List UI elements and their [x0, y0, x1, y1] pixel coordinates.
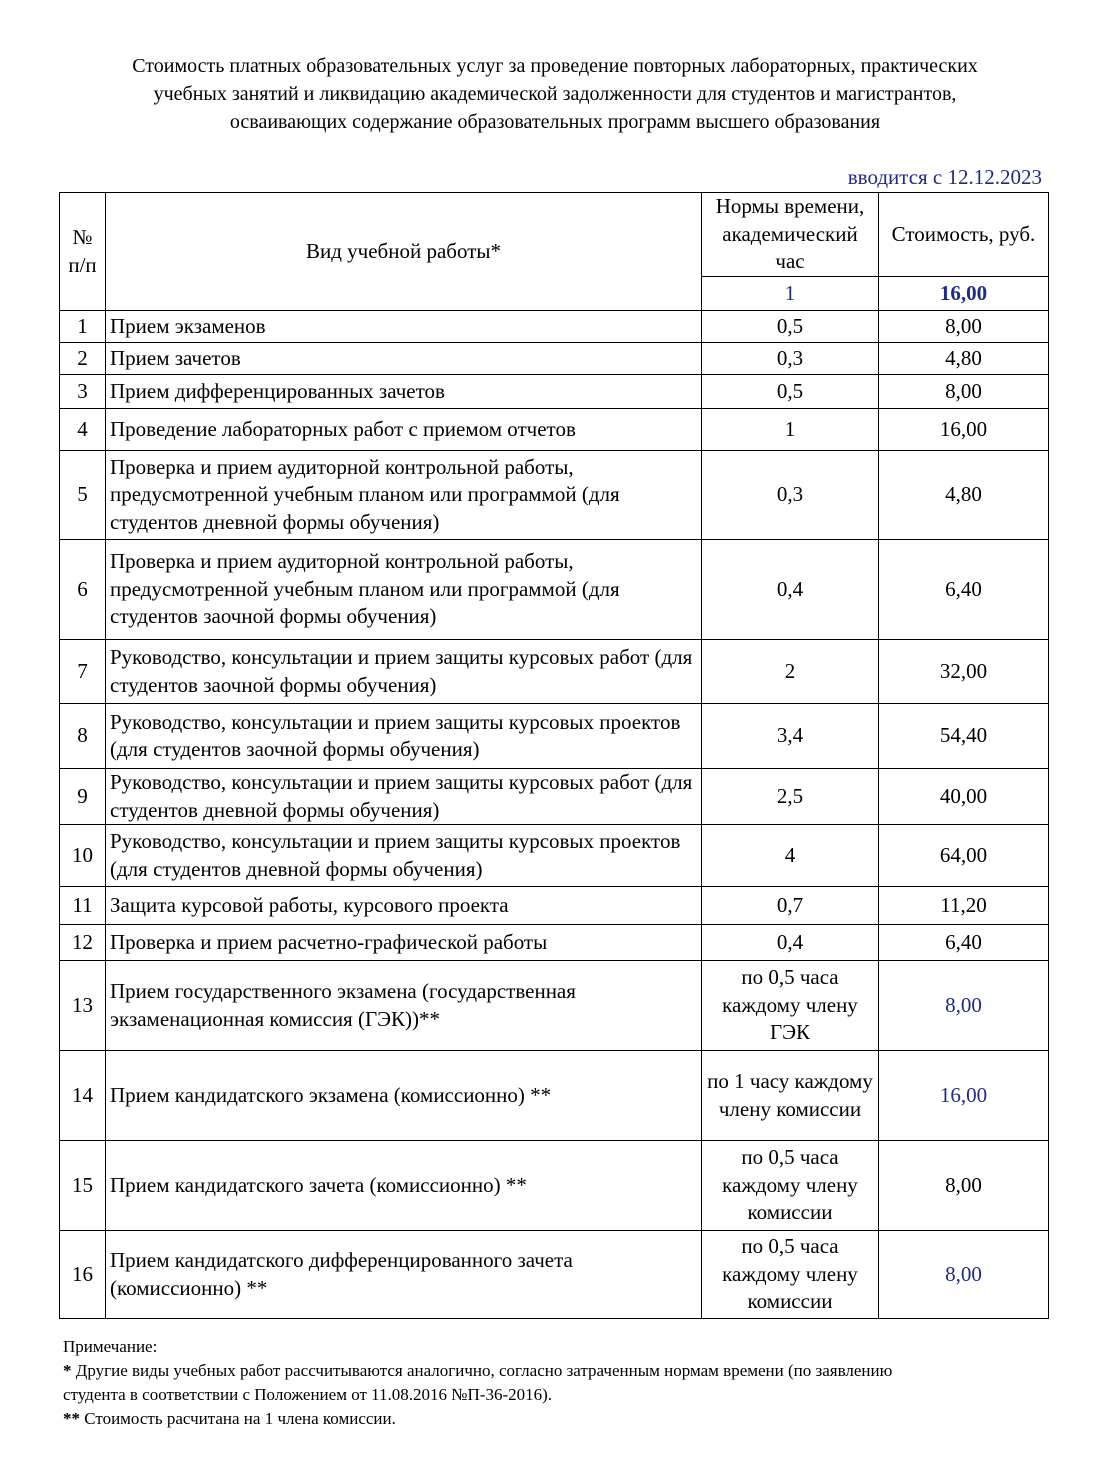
row-cost: 8,00 — [879, 375, 1049, 409]
document-title — [60, 52, 1050, 136]
row-cost: 16,00 — [879, 1051, 1049, 1141]
row-desc: Проверка и прием аудиторной контрольной работы, предусмотренной учебным планом или программой (для студентов заочной формы обучения) — [106, 540, 702, 640]
row-desc: Проведение лабораторных работ с приемом отчетов — [106, 409, 702, 451]
row-norm: по 0,5 часа каждому члену комиссии — [702, 1141, 879, 1231]
title-line-2: учебных занятий и ликвидацию академической задолженности для студентов и магистрантов, — [153, 83, 957, 105]
row-desc: Прием государственного экзамена (государственная экзаменационная комиссия (ГЭК))** — [106, 961, 702, 1051]
table-row — [60, 451, 1049, 540]
table-row — [60, 769, 1049, 825]
row-norm: 0,3 — [702, 451, 879, 540]
row-num: 12 — [60, 925, 106, 961]
row-num: 14 — [60, 1051, 106, 1141]
row-desc: Руководство, консультации и прием защиты курсовых работ (для студентов дневной формы обучения) — [106, 769, 702, 825]
row-cost: 8,00 — [879, 1231, 1049, 1319]
row-cost: 4,80 — [879, 451, 1049, 540]
row-desc: Проверка и прием расчетно-графической работы — [106, 925, 702, 961]
footnote-1-text: Другие виды учебных работ рассчитываются аналогично, согласно затраченным нормам времени (по заявлению — [71, 1361, 893, 1380]
row-num: 6 — [60, 540, 106, 640]
table-row — [60, 311, 1049, 343]
row-cost: 64,00 — [879, 825, 1049, 887]
row-desc: Руководство, консультации и прием защиты курсовых проектов (для студентов дневной формы обучения) — [106, 825, 702, 887]
row-num: 1 — [60, 311, 106, 343]
price-table — [59, 192, 1049, 1319]
row-num: 7 — [60, 640, 106, 704]
footnote-1-mark: * — [63, 1361, 72, 1380]
row-norm: 3,4 — [702, 704, 879, 769]
table-row — [60, 704, 1049, 769]
row-cost: 6,40 — [879, 540, 1049, 640]
row-norm: 0,4 — [702, 540, 879, 640]
row-norm: 0,4 — [702, 925, 879, 961]
effective-date: вводится с 12.12.2023 — [847, 165, 1042, 189]
row-desc: Прием зачетов — [106, 343, 702, 375]
row-num: 10 — [60, 825, 106, 887]
footnote-1 — [63, 1359, 1053, 1383]
table-row — [60, 540, 1049, 640]
footnote-2-mark: ** — [63, 1409, 80, 1428]
header-num: № п/п — [60, 193, 106, 311]
row-num: 11 — [60, 887, 106, 925]
row-norm: 0,7 — [702, 887, 879, 925]
row-desc: Прием экзаменов — [106, 311, 702, 343]
row-num: 4 — [60, 409, 106, 451]
table-header-row — [60, 193, 1049, 277]
row-num: 15 — [60, 1141, 106, 1231]
row-norm: по 0,5 часа каждому члену комиссии — [702, 1231, 879, 1319]
base-cost: 16,00 — [879, 277, 1049, 311]
table-row — [60, 375, 1049, 409]
table-row — [60, 887, 1049, 925]
row-num: 2 — [60, 343, 106, 375]
row-desc: Прием кандидатского зачета (комиссионно) ** — [106, 1141, 702, 1231]
row-cost: 8,00 — [879, 961, 1049, 1051]
row-norm: 2 — [702, 640, 879, 704]
row-desc: Прием кандидатского экзамена (комиссионно) ** — [106, 1051, 702, 1141]
row-num: 13 — [60, 961, 106, 1051]
row-cost: 54,40 — [879, 704, 1049, 769]
row-cost: 8,00 — [879, 1141, 1049, 1231]
base-norm: 1 — [702, 277, 879, 311]
row-num: 5 — [60, 451, 106, 540]
row-norm: по 1 часу каждому члену комиссии — [702, 1051, 879, 1141]
notes-heading: Примечание: — [63, 1337, 158, 1356]
row-norm: 0,5 — [702, 311, 879, 343]
table-row — [60, 961, 1049, 1051]
row-norm: 1 — [702, 409, 879, 451]
row-num: 16 — [60, 1231, 106, 1319]
header-desc: Вид учебной работы* — [106, 193, 702, 311]
row-cost: 4,80 — [879, 343, 1049, 375]
row-norm: 4 — [702, 825, 879, 887]
table-row — [60, 1051, 1049, 1141]
row-norm: 2,5 — [702, 769, 879, 825]
row-desc: Проверка и прием аудиторной контрольной работы, предусмотренной учебным планом или программой (для студентов дневной формы обучения) — [106, 451, 702, 540]
row-cost: 11,20 — [879, 887, 1049, 925]
row-desc: Прием кандидатского дифференцированного зачета (комиссионно) ** — [106, 1231, 702, 1319]
row-cost: 8,00 — [879, 311, 1049, 343]
table-row — [60, 343, 1049, 375]
table-row — [60, 409, 1049, 451]
footnote-2-text: Стоимость расчитана на 1 члена комиссии. — [80, 1409, 396, 1428]
row-cost: 40,00 — [879, 769, 1049, 825]
row-desc: Руководство, консультации и прием защиты курсовых проектов (для студентов заочной формы обучения) — [106, 704, 702, 769]
footnote-2 — [63, 1407, 1053, 1431]
footnote-1-continued: студента в соответствии с Положением от 11.08.2016 №П-36-2016). — [63, 1385, 553, 1404]
row-desc: Защита курсовой работы, курсового проекта — [106, 887, 702, 925]
row-cost: 32,00 — [879, 640, 1049, 704]
row-desc: Прием дифференцированных зачетов — [106, 375, 702, 409]
table-row — [60, 1231, 1049, 1319]
row-num: 9 — [60, 769, 106, 825]
row-norm: 0,5 — [702, 375, 879, 409]
table-row — [60, 640, 1049, 704]
row-num: 8 — [60, 704, 106, 769]
table-row — [60, 1141, 1049, 1231]
table-row — [60, 925, 1049, 961]
row-norm: 0,3 — [702, 343, 879, 375]
row-cost: 16,00 — [879, 409, 1049, 451]
footnotes — [63, 1335, 1053, 1431]
title-line-3: осваивающих содержание образовательных программ высшего образования — [229, 111, 881, 133]
row-num: 3 — [60, 375, 106, 409]
title-line-1: Стоимость платных образовательных услуг за проведение повторных лабораторных, практических — [132, 55, 978, 77]
row-norm: по 0,5 часа каждому члену ГЭК — [702, 961, 879, 1051]
header-norm: Нормы времени, академический час — [702, 193, 879, 277]
row-cost: 6,40 — [879, 925, 1049, 961]
table-row — [60, 825, 1049, 887]
header-cost: Стоимость, руб. — [879, 193, 1049, 277]
row-desc: Руководство, консультации и прием защиты курсовых работ (для студентов заочной формы обучения) — [106, 640, 702, 704]
